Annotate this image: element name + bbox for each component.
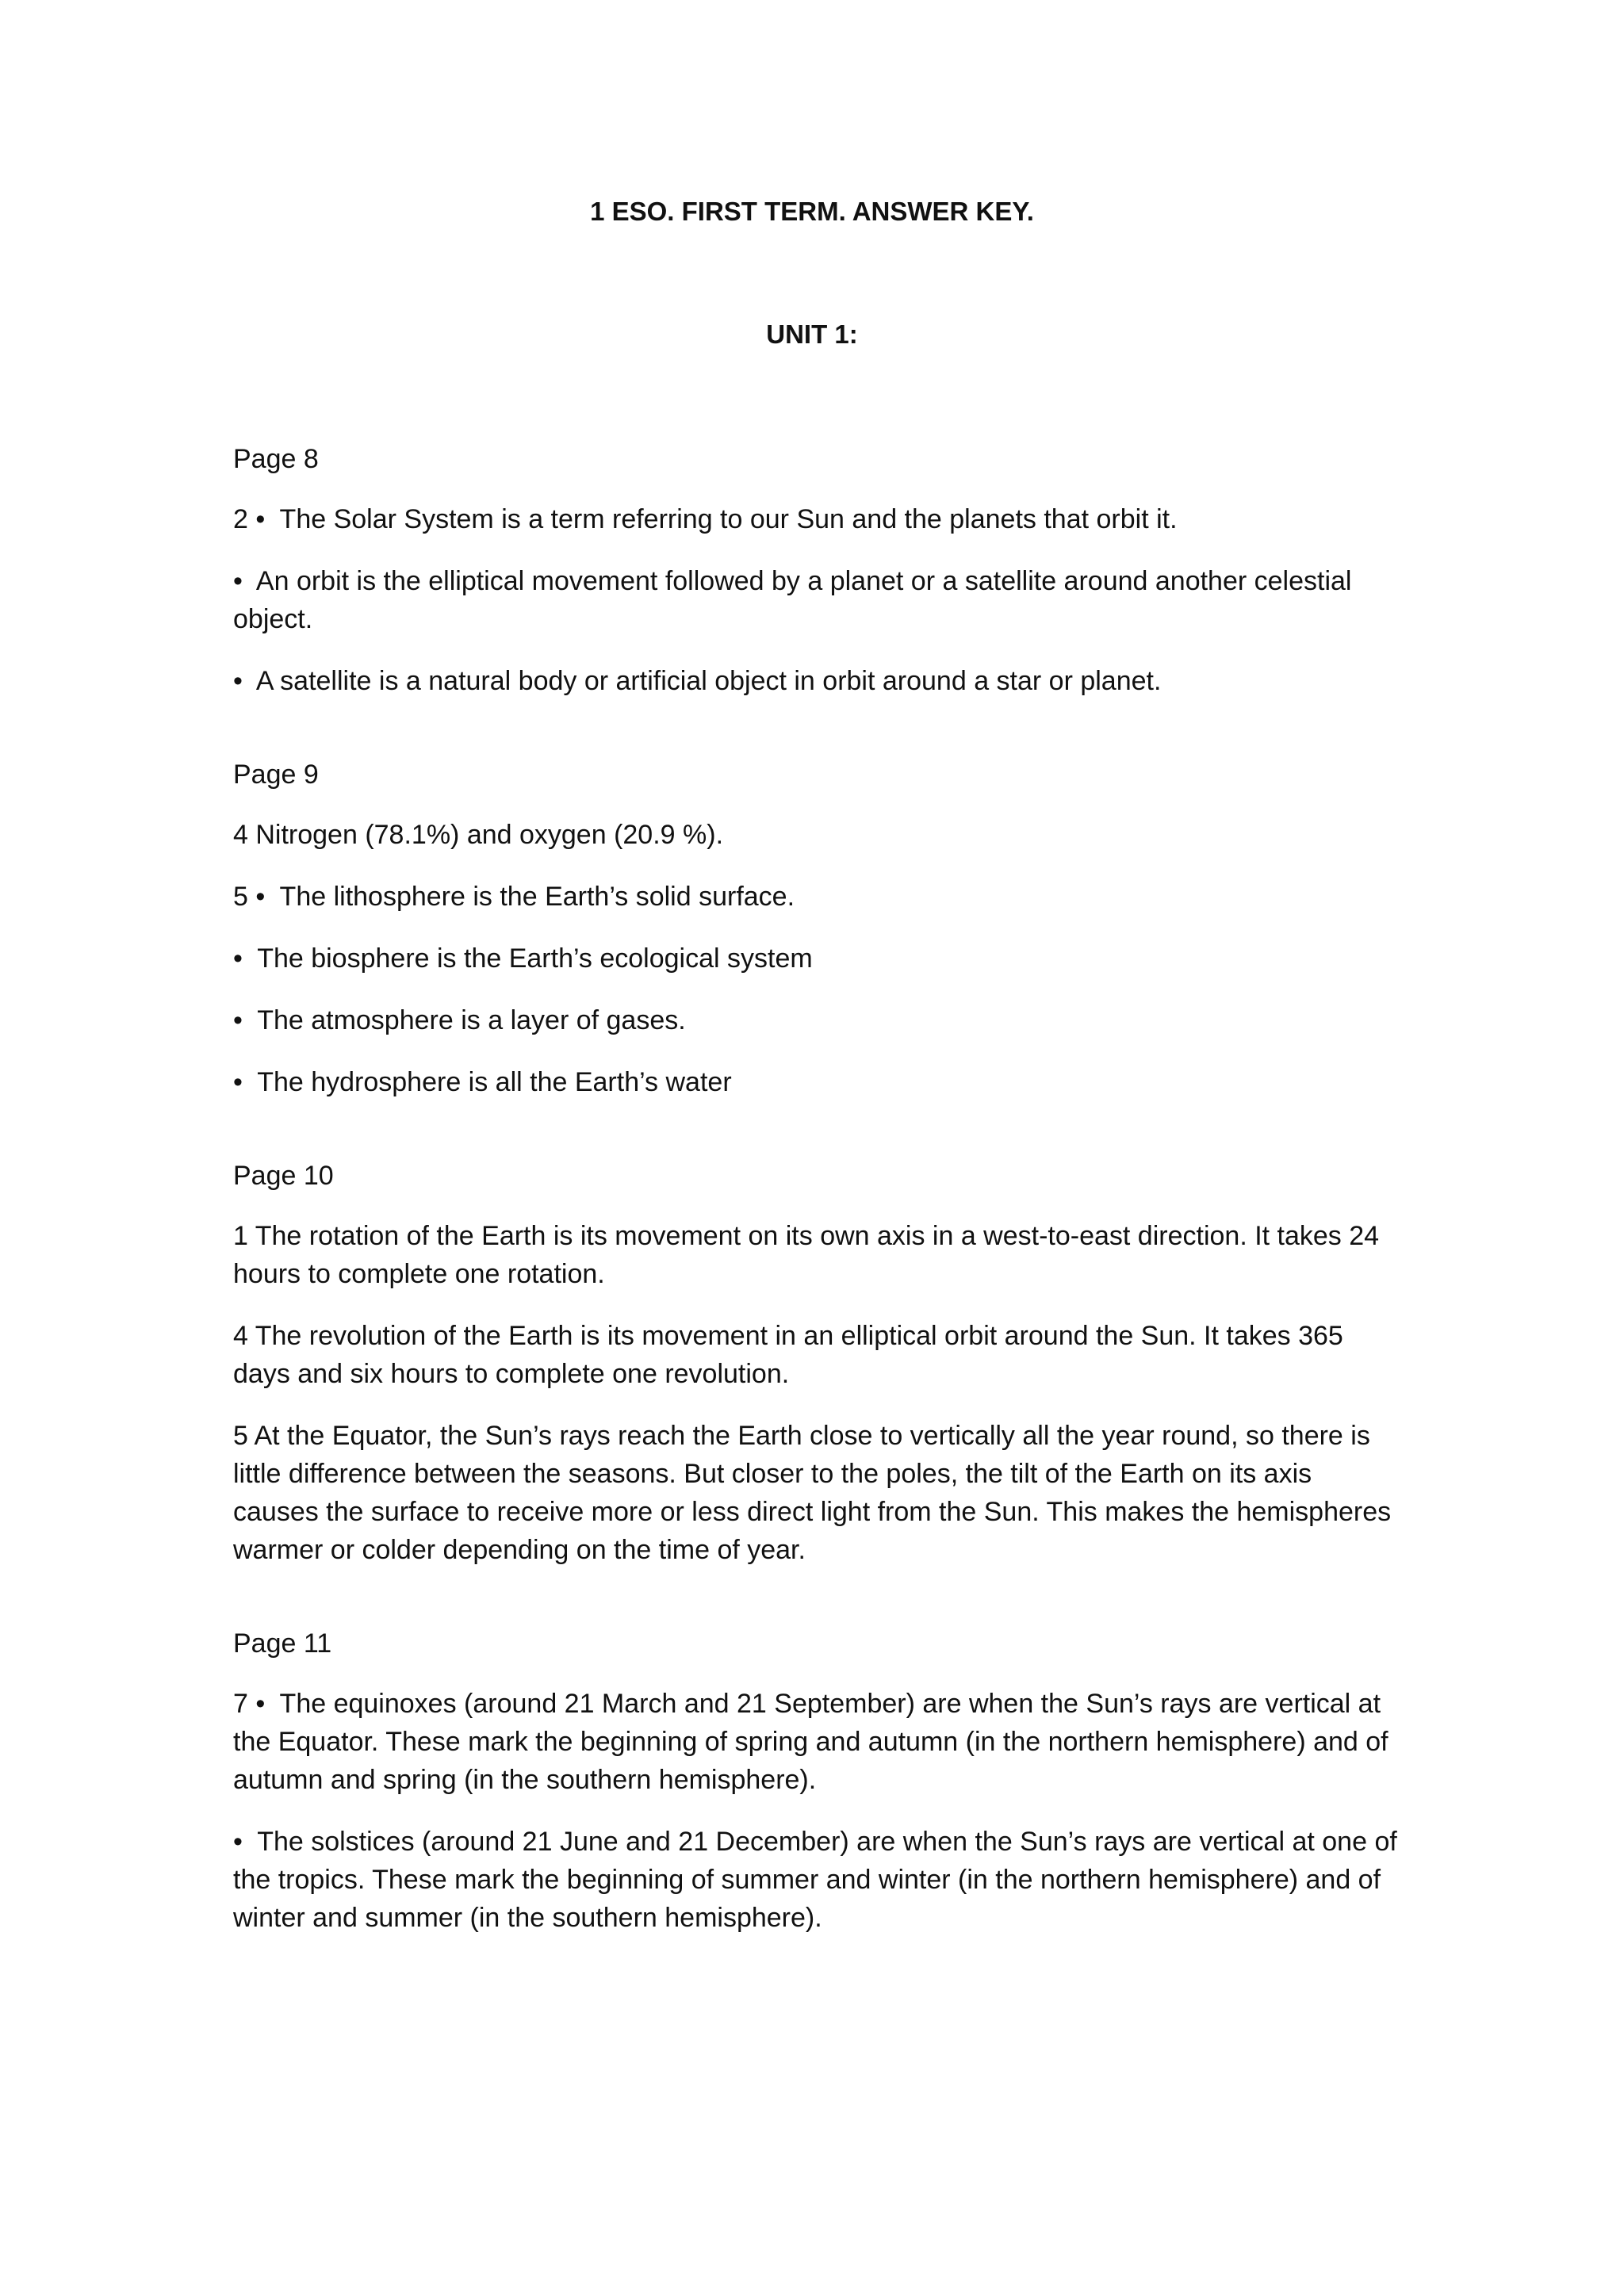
item-prefix: • bbox=[233, 1005, 258, 1035]
item-prefix: 7 • bbox=[233, 1689, 280, 1719]
item-text: The lithosphere is the Earth’s solid surface. bbox=[279, 882, 795, 912]
answer-item bbox=[233, 500, 1404, 538]
unit-heading: UNIT 1: bbox=[766, 320, 858, 349]
item-text: An orbit is the elliptical movement followed by a planet or a satellite around another celestial object. bbox=[233, 566, 1352, 634]
section-page-11 bbox=[233, 1624, 1404, 1937]
item-text: The rotation of the Earth is its movement on its own axis in a west-to-east direction. It takes 24 hours to complete one rotation. bbox=[233, 1221, 1380, 1289]
item-text: The equinoxes (around 21 March and 21 September) are when the Sun’s rays are vertical at the Equator. These mark the beginning of spring and autumn (in the northern hemisphere) and of autumn and spring (in the southern hemisphere). bbox=[233, 1689, 1388, 1795]
page-label: Page 8 bbox=[233, 444, 319, 474]
page-label: Page 11 bbox=[233, 1628, 332, 1659]
answer-item bbox=[233, 1063, 1404, 1101]
item-prefix: 5 • bbox=[233, 882, 280, 912]
item-text: Nitrogen (78.1%) and oxygen (20.9 %). bbox=[255, 820, 724, 850]
item-text: The atmosphere is a layer of gases. bbox=[257, 1005, 686, 1035]
page-label: Page 9 bbox=[233, 760, 319, 790]
item-text: The Solar System is a term referring to our Sun and the planets that orbit it. bbox=[279, 504, 1178, 534]
answer-item bbox=[233, 1417, 1404, 1569]
page-label: Page 10 bbox=[233, 1161, 334, 1191]
item-prefix: 5 bbox=[233, 1421, 255, 1451]
item-text: The hydrosphere is all the Earth’s water bbox=[257, 1067, 732, 1097]
item-prefix: 2 • bbox=[233, 504, 280, 534]
answer-item bbox=[233, 939, 1404, 978]
answer-item bbox=[233, 662, 1404, 700]
item-prefix: • bbox=[233, 1067, 258, 1097]
item-text: A satellite is a natural body or artificial object in orbit around a star or planet. bbox=[255, 666, 1162, 696]
answer-item bbox=[233, 1685, 1404, 1799]
section-page-8 bbox=[233, 440, 1404, 700]
answer-item bbox=[233, 562, 1404, 638]
item-prefix: 4 bbox=[233, 820, 256, 850]
answer-item bbox=[233, 1317, 1404, 1393]
answer-item bbox=[233, 878, 1404, 916]
answer-item bbox=[233, 1823, 1404, 1937]
item-text: The biosphere is the Earth’s ecological system bbox=[257, 943, 813, 974]
answer-item bbox=[233, 1001, 1404, 1039]
item-prefix: • bbox=[233, 1827, 258, 1857]
answer-item bbox=[233, 816, 1404, 854]
section-page-10 bbox=[233, 1157, 1404, 1569]
answer-content bbox=[233, 440, 1404, 1992]
answer-item bbox=[233, 1217, 1404, 1293]
item-text: The solstices (around 21 June and 21 December) are when the Sun’s rays are vertical at one of the tropics. These mark the beginning of summer and winter (in the northern hemisphere) and of winter and summer (in the southern hemisphere). bbox=[233, 1827, 1397, 1933]
section-page-9 bbox=[233, 756, 1404, 1101]
document-title: 1 ESO. FIRST TERM. ANSWER KEY. bbox=[590, 197, 1034, 226]
item-text: At the Equator, the Sun’s rays reach the Earth close to vertically all the year round, so there is little difference between the seasons. But closer to the poles, the tilt of the Earth on its axis causes the surface to receive more or less direct light from the Sun. This makes the hemispheres warmer or colder depending on the time of year. bbox=[233, 1421, 1392, 1565]
item-prefix: 1 bbox=[233, 1221, 255, 1251]
item-text: The revolution of the Earth is its movement in an elliptical orbit around the Sun. It takes 365 days and six hours to complete one revolution. bbox=[233, 1321, 1343, 1389]
item-prefix: • bbox=[233, 666, 256, 696]
item-prefix: • bbox=[233, 566, 256, 596]
item-prefix: • bbox=[233, 943, 258, 974]
item-prefix: 4 bbox=[233, 1321, 255, 1351]
